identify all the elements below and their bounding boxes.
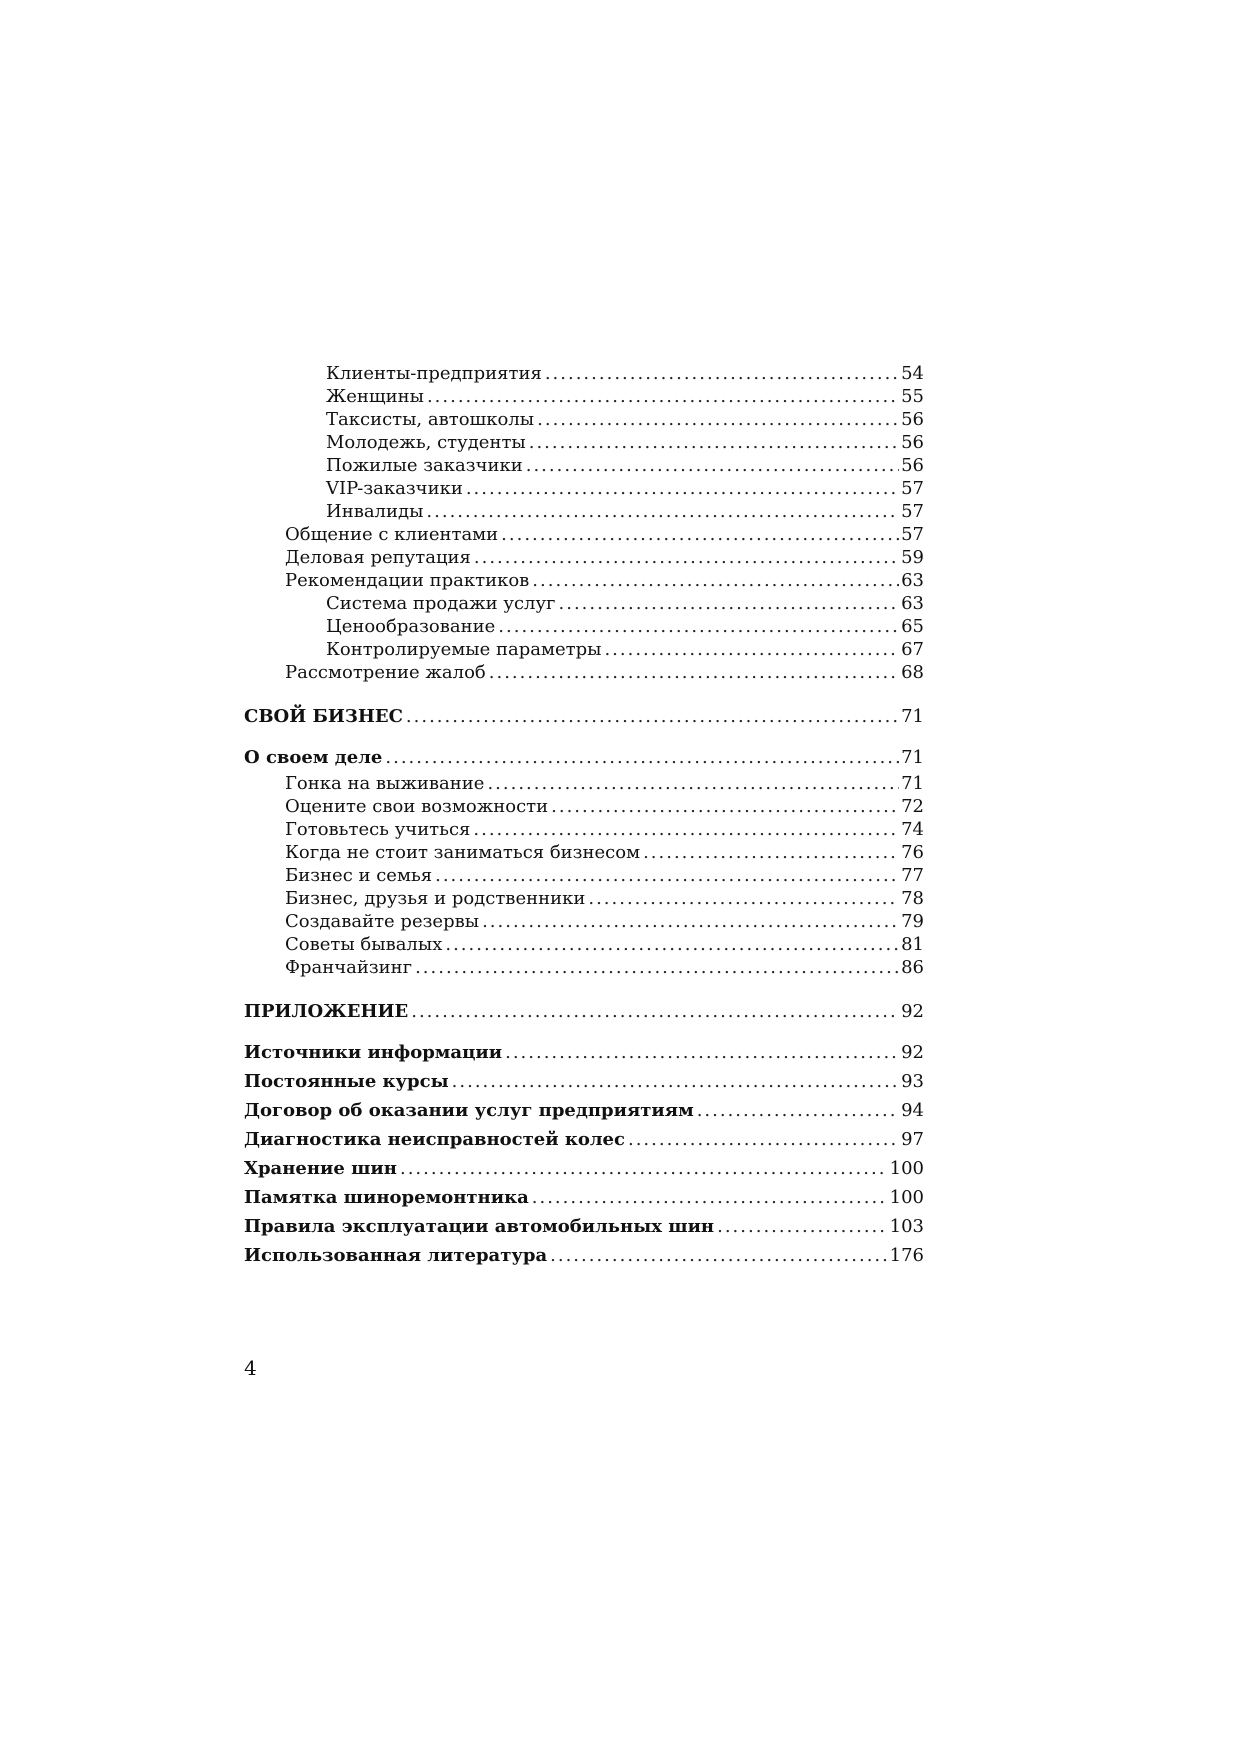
toc-entry-page: 54: [901, 363, 924, 384]
toc-entry-title: Постоянные курсы: [244, 1071, 449, 1092]
toc-entry-title: Советы бывалых: [285, 934, 443, 955]
spacer: [244, 731, 924, 743]
toc-entry-title: Таксисты, автошколы: [326, 409, 535, 430]
toc-entry[interactable]: [244, 910, 924, 933]
dot-leader: [406, 702, 899, 731]
dot-leader: [588, 887, 899, 910]
dot-leader: [385, 743, 899, 772]
toc-entry-title: Рекомендации практиков: [285, 570, 530, 591]
dot-leader: [411, 997, 899, 1026]
toc-entry-page: 92: [901, 1001, 924, 1022]
toc-entry[interactable]: [244, 887, 924, 910]
toc-entry-page: 71: [901, 747, 924, 768]
toc-entry-page: 86: [901, 957, 924, 978]
toc-entry-page: 92: [901, 1042, 924, 1063]
toc-entry-page: 77: [901, 865, 924, 886]
toc-entry-page: 176: [889, 1245, 924, 1266]
toc-entry-title: Создавайте резервы: [285, 911, 480, 932]
spacer: [244, 1026, 924, 1038]
dot-leader: [452, 1067, 899, 1096]
toc-entry[interactable]: [244, 431, 924, 454]
toc-entry[interactable]: [244, 477, 924, 500]
toc-entry[interactable]: [244, 385, 924, 408]
dot-leader: [489, 661, 899, 684]
toc-entry-page: 56: [901, 409, 924, 430]
toc-entry-page: 57: [901, 524, 924, 545]
toc-entry-page: 56: [901, 432, 924, 453]
toc-entry-title: О своем деле: [244, 747, 383, 768]
toc-entry[interactable]: [244, 661, 924, 684]
dot-leader: [400, 1154, 888, 1183]
toc-chapter[interactable]: [244, 1038, 924, 1067]
toc-entry-page: 94: [901, 1100, 924, 1121]
toc-entry[interactable]: [244, 772, 924, 795]
toc-chapter[interactable]: [244, 1241, 924, 1270]
toc-chapter[interactable]: [244, 1183, 924, 1212]
page-number: 4: [244, 1356, 257, 1380]
toc-entry-title: Пожилые заказчики: [326, 455, 523, 476]
toc-entry-page: 72: [901, 796, 924, 817]
toc-entry-title: Франчайзинг: [285, 957, 413, 978]
toc-entry-title: Правила эксплуатации автомобильных шин: [244, 1216, 715, 1237]
toc-entry[interactable]: [244, 592, 924, 615]
toc-entry-page: 93: [901, 1071, 924, 1092]
dot-leader: [526, 454, 899, 477]
dot-leader: [505, 1038, 899, 1067]
toc-chapter[interactable]: [244, 743, 924, 772]
toc-entry-page: 97: [901, 1129, 924, 1150]
toc-chapter[interactable]: [244, 1125, 924, 1154]
toc-entry-title: Использованная литература: [244, 1245, 548, 1266]
toc-entry-page: 79: [901, 911, 924, 932]
dot-leader: [643, 841, 899, 864]
toc-entry-title: Деловая репутация: [285, 547, 471, 568]
dot-leader: [559, 592, 900, 615]
toc-entry-page: 59: [901, 547, 924, 568]
dot-leader: [445, 933, 899, 956]
dot-leader: [717, 1212, 888, 1241]
toc-section-heading[interactable]: [244, 997, 924, 1026]
toc-entry-title: Бизнес и семья: [285, 865, 433, 886]
dot-leader: [604, 638, 899, 661]
toc-entry-title: Ценообразование: [326, 616, 496, 637]
toc-entry[interactable]: [244, 933, 924, 956]
toc-entry-title: Хранение шин: [244, 1158, 397, 1179]
toc-entry-title: Женщины: [326, 386, 424, 407]
dot-leader: [529, 431, 899, 454]
toc-entry-page: 57: [901, 501, 924, 522]
dot-leader: [427, 385, 899, 408]
toc-chapter[interactable]: [244, 1154, 924, 1183]
toc-chapter[interactable]: [244, 1212, 924, 1241]
toc-entry[interactable]: [244, 841, 924, 864]
toc-entry-title: ПРИЛОЖЕНИЕ: [244, 1001, 409, 1022]
toc-entry-page: 56: [901, 455, 924, 476]
toc-entry-page: 63: [901, 570, 924, 591]
dot-leader: [415, 956, 899, 979]
toc-entry-title: Когда не стоит заниматься бизнесом: [285, 842, 641, 863]
toc-entry-page: 55: [901, 386, 924, 407]
toc-entry-title: Бизнес, друзья и родственники: [285, 888, 586, 909]
toc-entry[interactable]: [244, 569, 924, 592]
dot-leader: [498, 615, 899, 638]
spacer: [244, 979, 924, 997]
toc-section-heading[interactable]: [244, 702, 924, 731]
toc-entry[interactable]: [244, 523, 924, 546]
toc-entry-title: Контролируемые параметры: [326, 639, 602, 660]
toc-entry-title: Источники информации: [244, 1042, 503, 1063]
toc-entry[interactable]: [244, 818, 924, 841]
toc-entry[interactable]: [244, 454, 924, 477]
dot-leader: [426, 500, 899, 523]
toc-entry-page: 74: [901, 819, 924, 840]
toc-entry-title: Инвалиды: [326, 501, 424, 522]
toc-entry[interactable]: [244, 864, 924, 887]
dot-leader: [545, 362, 899, 385]
toc-entry-page: 71: [901, 773, 924, 794]
dot-leader: [487, 772, 899, 795]
dot-leader: [482, 910, 899, 933]
toc-entry[interactable]: [244, 362, 924, 385]
spacer: [244, 684, 924, 702]
dot-leader: [697, 1096, 899, 1125]
toc-entry-page: 76: [901, 842, 924, 863]
toc-entry-title: Готовьтесь учиться: [285, 819, 471, 840]
toc-chapter[interactable]: [244, 1067, 924, 1096]
toc-entry-page: 103: [889, 1216, 924, 1237]
toc-entry-title: Рассмотрение жалоб: [285, 662, 486, 683]
dot-leader: [551, 795, 899, 818]
toc-entry-title: Диагностика неисправностей колес: [244, 1129, 625, 1150]
toc-entry[interactable]: [244, 615, 924, 638]
toc-entry-title: Памятка шиноремонтника: [244, 1187, 529, 1208]
toc-entry-title: СВОЙ БИЗНЕС: [244, 706, 403, 727]
toc-entry-page: 67: [901, 639, 924, 660]
dot-leader: [473, 818, 899, 841]
toc-entry-title: Система продажи услуг: [326, 593, 556, 614]
toc-entry[interactable]: [244, 408, 924, 431]
toc-entry-title: Оцените свои возможности: [285, 796, 549, 817]
toc-entry-title: Договор об оказании услуг предприятиям: [244, 1100, 694, 1121]
toc-entry[interactable]: [244, 956, 924, 979]
dot-leader: [466, 477, 899, 500]
toc-entry[interactable]: [244, 546, 924, 569]
toc-entry-title: VIP-заказчики: [326, 478, 463, 499]
toc-entry-page: 63: [901, 593, 924, 614]
toc-entry-page: 81: [901, 934, 924, 955]
dot-leader: [628, 1125, 899, 1154]
toc-entry[interactable]: [244, 638, 924, 661]
toc-entry-page: 78: [901, 888, 924, 909]
dot-leader: [501, 523, 899, 546]
toc-entry-page: 100: [889, 1187, 924, 1208]
dot-leader: [435, 864, 899, 887]
toc-entry-page: 65: [901, 616, 924, 637]
toc-entry-title: Общение с клиентами: [285, 524, 499, 545]
dot-leader: [474, 546, 899, 569]
dot-leader: [537, 408, 899, 431]
toc-entry-title: Молодежь, студенты: [326, 432, 526, 453]
toc-chapter[interactable]: [244, 1096, 924, 1125]
toc-entry-title: Гонка на выживание: [285, 773, 485, 794]
dot-leader: [532, 569, 899, 592]
toc-entry[interactable]: [244, 500, 924, 523]
toc-entry-title: Клиенты-предприятия: [326, 363, 542, 384]
toc-entry-page: 57: [901, 478, 924, 499]
toc-entry-page: 68: [901, 662, 924, 683]
dot-leader: [532, 1183, 888, 1212]
dot-leader: [550, 1241, 888, 1270]
toc-entry-page: 100: [889, 1158, 924, 1179]
table-of-contents: [244, 362, 924, 1270]
toc-entry[interactable]: [244, 795, 924, 818]
toc-entry-page: 71: [901, 706, 924, 727]
